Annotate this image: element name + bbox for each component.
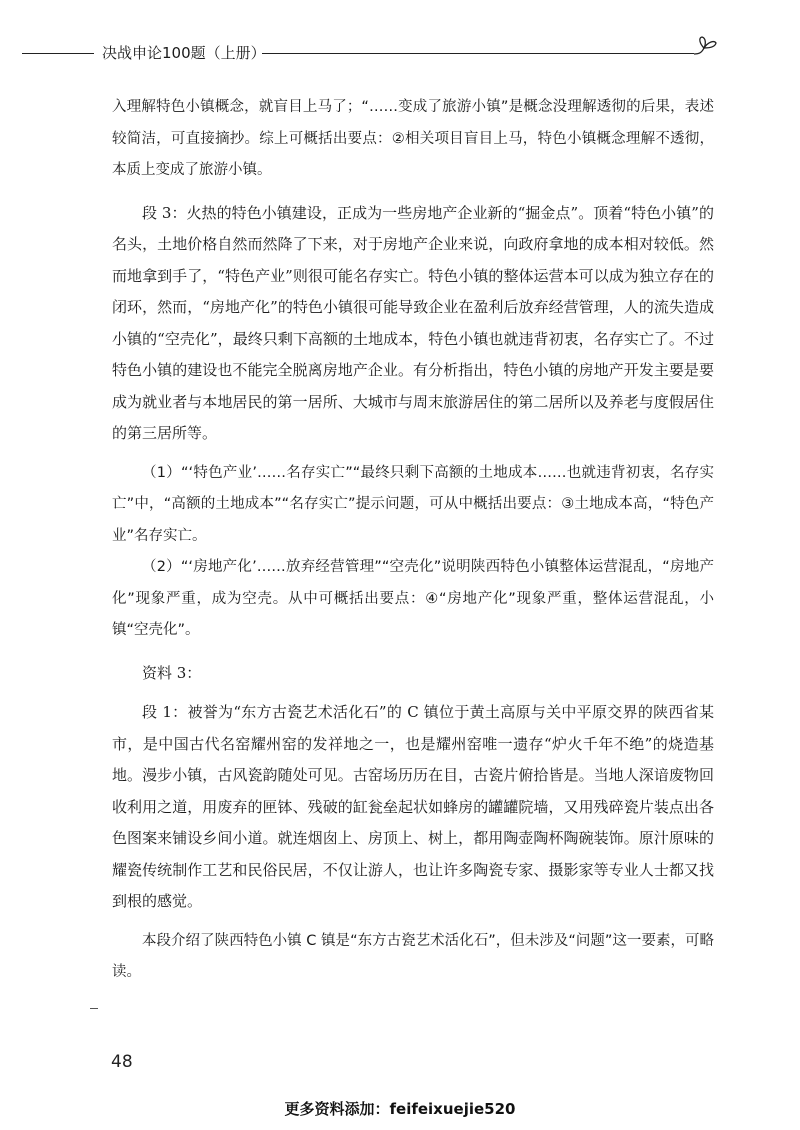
paragraph-analysis-2: （1）“‘特色产业’……名存实亡”“最终只剩下高额的土地成本……也就违背初衷，名存实亡”中，“高额的土地成本”“名存实亡”提示问题，可从中概括出要点：③土地成本高，“特色产业”名存实亡。 <box>112 464 714 544</box>
paragraph-source-3: 段 3：火热的特色小镇建设，正成为一些房地产企业新的“掘金点”。顶着“特色小镇”的名头，土地价格自然而然降了下来，对于房地产企业来说，向政府拿地的成本相对较低。然而地拿到手了，“特色产业”则很可能名存实亡。特色小镇的整体运营本可以成为独立存在的闭环，然而，“房地产化”的特色小镇很可能导致企业在盈利后放弃经营管理，人的流失造成小镇的“空壳化”，最终只剩下高额的土地成本，特色小镇也就违背初衷，名存实亡了。不过特色小镇的建设也不能完全脱离房地产企业。有分析指出，特色小镇的房地产开发主要是要成为就业者与本地居民的第一居所、大城市与周末旅游居住的第二居所以及养老与度假居住的第三居所等。 <box>112 203 714 442</box>
margin-mark <box>90 1008 98 1009</box>
page-number: 48 <box>111 1052 133 1072</box>
page-body <box>112 92 714 989</box>
paragraph-analysis-1: 入理解特色小镇概念，就盲目上马了；“……变成了旅游小镇”是概念没理解透彻的后果，表述较简洁，可直接摘抄。综上可概括出要点：②相关项目盲目上马，特色小镇概念理解不透彻，本质上变成了旅游小镇。 <box>112 99 714 178</box>
header-rule-left <box>22 53 94 54</box>
paragraph-analysis-3: （2）“‘房地产化’……放弃经营管理”“空壳化”说明陕西特色小镇整体运营混乱，“房地产化”现象严重，成为空壳。从中可概括出要点：④“房地产化”现象严重，整体运营混乱，小镇“空壳化”。 <box>112 559 714 638</box>
header-rule-right <box>262 53 694 54</box>
paragraph-material-3-section-1: 段 1：被誉为“东方古瓷艺术活化石”的 C 镇位于黄土高原与关中平原交界的陕西省某市，是中国古代名窑耀州窑的发祥地之一，也是耀州窑唯一遗存“炉火千年不绝”的烧造基地。漫步小镇，古风瓷韵随处可见。古窑场历历在目，古瓷片俯拾皆是。当地人深谙废物回收利用之道，用废弃的匣钵、残破的缸瓮垒起状如蜂房的罐罐院墙，又用残碎瓷片装点出各色图案来铺设乡间小道。就连烟囱上、房顶上、树上，都用陶壶陶杯陶碗装饰。原汁原味的耀瓷传统制作工艺和民俗民居，不仅让游人，也让许多陶瓷专家、摄影家等专业人士都又找到根的感觉。 <box>112 703 714 910</box>
footer-note: 更多资料添加：feifeixuejie520 <box>284 1100 516 1118</box>
section-heading-material-3: 资料 3： <box>142 663 202 682</box>
sprout-icon <box>690 34 720 60</box>
header-title: 决战申论100题（上册） <box>102 44 266 62</box>
paragraph-analysis-4: 本段介绍了陕西特色小镇 C 镇是“东方古瓷艺术活化石”，但未涉及“问题”这一要素，可略读。 <box>112 932 714 980</box>
running-header <box>0 34 800 64</box>
